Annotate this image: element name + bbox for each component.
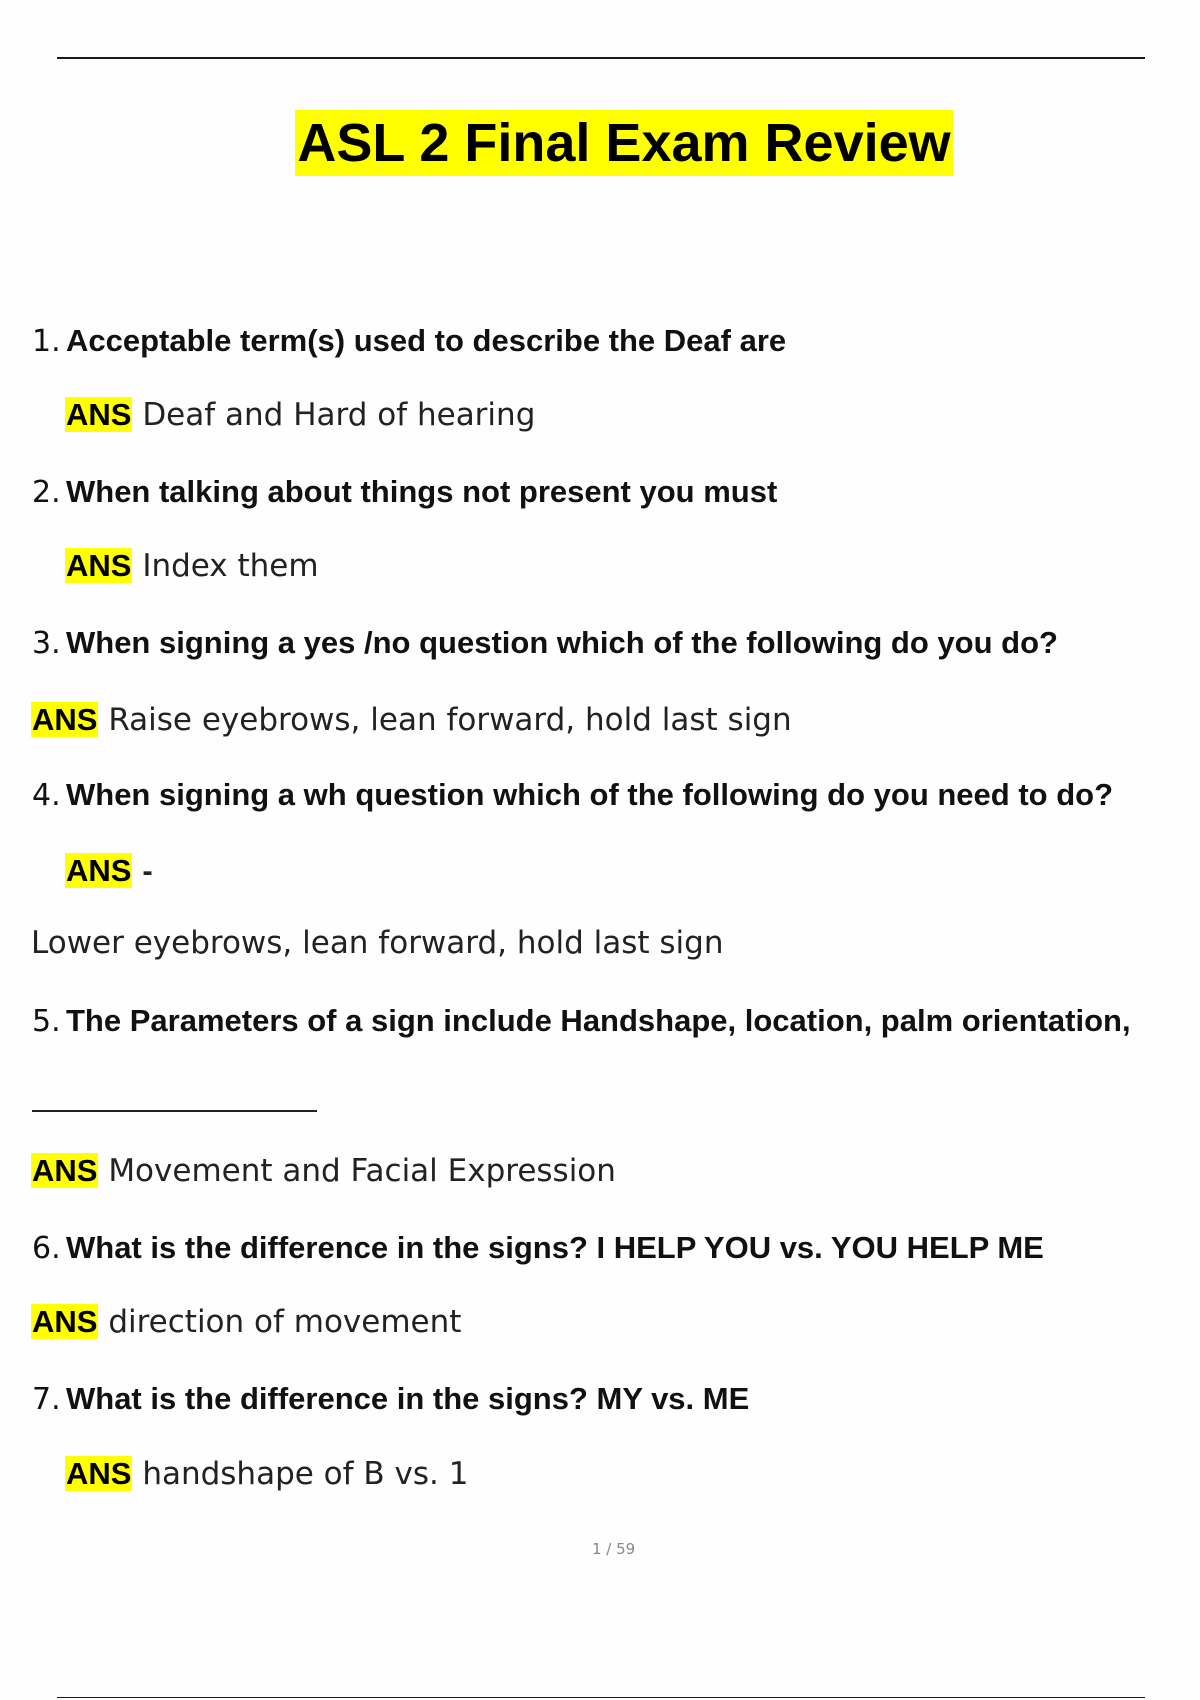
question-4: [32, 775, 1113, 816]
answer-6: [31, 1302, 461, 1342]
question-text: When signing a yes /no question which of the following do you do?: [66, 625, 1058, 660]
answer-text: Movement and Facial Expression: [108, 1153, 616, 1189]
fill-in-blank-line: [32, 1110, 317, 1112]
answer-5: [31, 1151, 616, 1191]
question-6: [32, 1228, 1044, 1269]
question-text: What is the difference in the signs? I HELP YOU vs. YOU HELP ME: [66, 1230, 1044, 1265]
question-number: 6.: [32, 1231, 61, 1266]
top-rule: [57, 57, 1145, 59]
answer-text: direction of movement: [108, 1304, 462, 1340]
question-number: 4.: [32, 778, 61, 813]
question-3: [32, 623, 1058, 664]
question-text: What is the difference in the signs? MY vs. ME: [66, 1381, 750, 1416]
ans-label: ANS: [66, 548, 132, 583]
ans-label: ANS: [66, 397, 132, 432]
question-number: 3.: [32, 626, 61, 661]
question-text: The Parameters of a sign include Handshape, location, palm orientation,: [66, 1003, 1131, 1038]
ans-label: ANS: [66, 853, 132, 888]
answer-7: [65, 1454, 468, 1494]
answer-1: [65, 395, 535, 435]
ans-label: ANS: [66, 1456, 132, 1491]
question-number: 1.: [32, 324, 61, 359]
question-7: [32, 1379, 749, 1420]
question-2: [32, 472, 777, 513]
answer-text: Deaf and Hard of hearing: [142, 397, 536, 433]
question-5: [32, 1001, 1131, 1042]
question-text: Acceptable term(s) used to describe the Deaf are: [66, 323, 787, 358]
answer-2: [65, 546, 319, 586]
ans-label: ANS: [32, 702, 98, 737]
answer-dash: -: [142, 853, 153, 888]
bottom-rule: [57, 1697, 1145, 1698]
ans-label: ANS: [32, 1304, 98, 1339]
document-title: ASL 2 Final Exam Review: [295, 110, 952, 176]
question-number: 5.: [32, 1004, 61, 1039]
page-indicator: 1 / 59: [592, 1540, 636, 1558]
answer-text: Index them: [142, 548, 319, 584]
answer-4-label: [65, 851, 153, 891]
question-text: When signing a wh question which of the following do you need to do?: [66, 777, 1114, 812]
answer-text: Raise eyebrows, lean forward, hold last sign: [108, 702, 792, 738]
title-container: [0, 110, 1200, 176]
answer-3: [31, 700, 792, 740]
question-1: [32, 321, 786, 362]
question-number: 7.: [32, 1382, 61, 1417]
answer-text: handshape of B vs. 1: [142, 1456, 469, 1492]
ans-label: ANS: [32, 1153, 98, 1188]
answer-text: Lower eyebrows, lean forward, hold last sign: [31, 925, 724, 961]
question-text: When talking about things not present you must: [66, 474, 778, 509]
question-number: 2.: [32, 475, 61, 510]
answer-4: [31, 923, 724, 963]
